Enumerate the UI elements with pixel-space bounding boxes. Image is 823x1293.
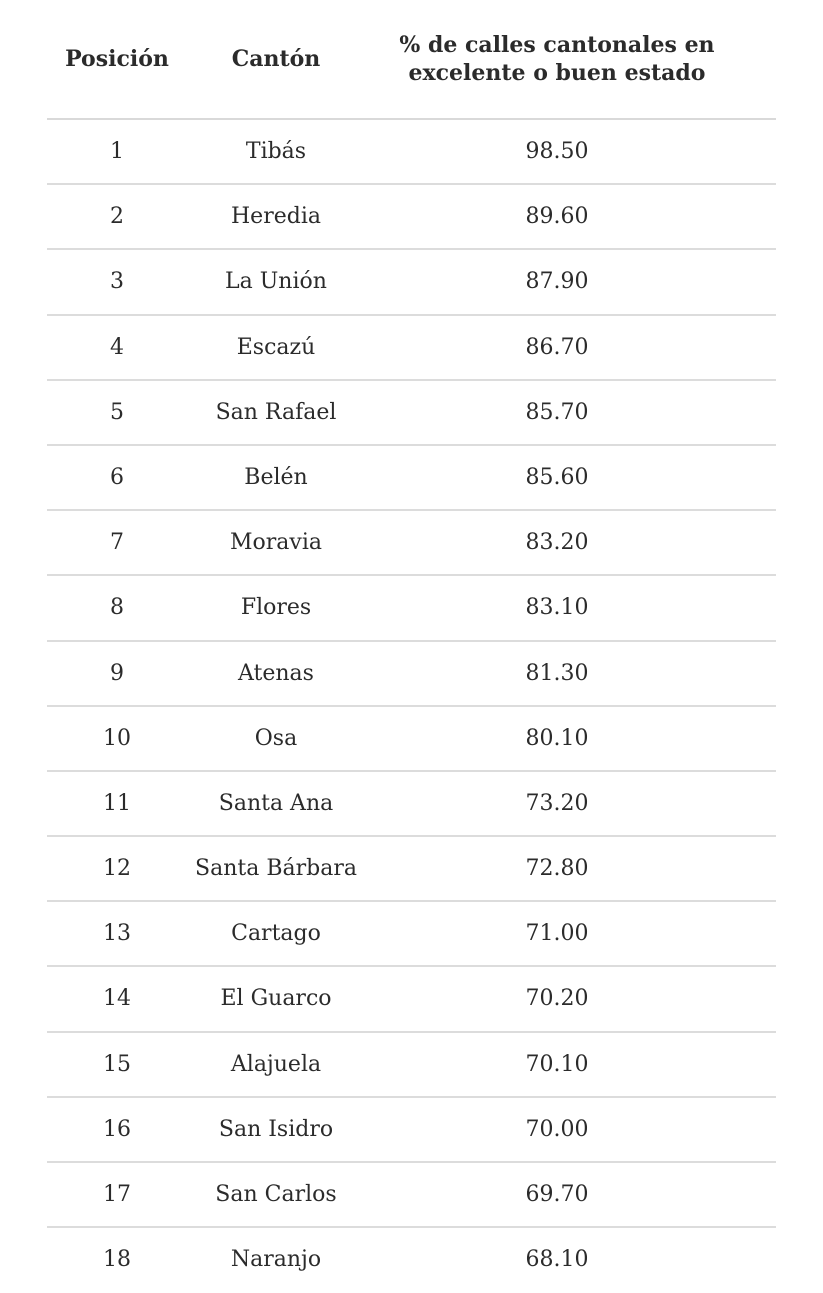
cell-percent: 69.70 [525,1182,589,1207]
cell-canton: Tibás [245,139,307,164]
cell-percent: 86.70 [525,334,589,360]
cell-percent: 70.00 [525,1116,589,1142]
table-row [47,967,776,1032]
header-percent-line1: % de calles cantonales en [399,32,715,58]
table-row [47,1098,776,1163]
table-row [47,1033,776,1098]
cell-position: 5 [110,399,124,425]
cell-position: 11 [103,790,131,816]
cell-canton: Escazú [236,334,316,360]
cell-percent: 72.80 [525,856,589,882]
cell-position: 13 [103,921,131,947]
header-percent [365,0,749,118]
cell-position: 3 [110,269,124,295]
table-row [47,902,776,967]
cell-position: 9 [110,660,124,686]
cell-percent: 81.30 [525,660,589,686]
table-row [47,250,776,315]
cell-percent: 98.50 [525,139,589,164]
cell-percent: 85.60 [525,464,589,490]
table-header [47,0,776,120]
cell-canton: Alajuela [230,1051,322,1077]
cell-percent: 71.00 [525,921,589,947]
cell-canton: Flores [240,595,312,621]
table-row [47,837,776,902]
cell-position: 14 [103,986,131,1012]
cell-canton: Osa [254,725,298,751]
table-row [47,707,776,772]
cell-position: 15 [103,1051,131,1077]
table-row [47,120,776,185]
cell-percent: 70.20 [525,986,589,1012]
table-row [47,576,776,641]
header-position: Posición [65,46,169,72]
cell-position: 6 [110,464,124,490]
cell-canton: Naranjo [230,1247,322,1273]
table-row [47,316,776,381]
cell-percent: 70.10 [525,1051,589,1077]
cell-canton: San Isidro [218,1116,334,1142]
cell-position: 17 [103,1182,131,1207]
cell-position: 12 [103,856,131,882]
table-body [47,120,776,1293]
cell-percent: 73.20 [525,790,589,816]
table-row [47,185,776,250]
header-canton: Cantón [231,46,321,72]
table-row [47,1228,776,1293]
cell-percent: 87.90 [525,269,589,295]
table-row [47,381,776,446]
ranking-table [47,0,776,1293]
cell-percent: 85.70 [525,399,589,425]
cell-position: 7 [110,530,124,556]
cell-position: 2 [110,204,124,230]
table-row [47,772,776,837]
cell-position: 18 [103,1247,131,1273]
cell-position: 8 [110,595,124,621]
cell-canton: Cartago [231,921,321,947]
cell-canton: Heredia [231,204,321,230]
cell-canton: San Rafael [215,399,337,425]
header-percent-line2: excelente o buen estado [408,60,706,86]
cell-canton: El Guarco [220,986,332,1012]
table-row [47,446,776,511]
table-row [47,511,776,576]
cell-position: 10 [103,725,131,751]
cell-position: 1 [110,139,124,164]
cell-position: 4 [110,334,124,360]
cell-percent: 83.20 [525,530,589,556]
cell-percent: 80.10 [525,725,589,751]
cell-canton: Atenas [238,660,314,686]
cell-percent: 68.10 [525,1247,589,1273]
cell-percent: 89.60 [525,204,589,230]
cell-canton: La Unión [225,269,327,295]
table-row [47,642,776,707]
table-row [47,1163,776,1228]
cell-canton: Santa Bárbara [195,856,357,882]
cell-canton: Santa Ana [218,790,334,816]
cell-canton: San Carlos [215,1182,337,1207]
cell-canton: Moravia [230,530,322,556]
cell-position: 16 [103,1116,131,1142]
cell-percent: 83.10 [525,595,589,621]
cell-canton: Belén [244,464,308,490]
